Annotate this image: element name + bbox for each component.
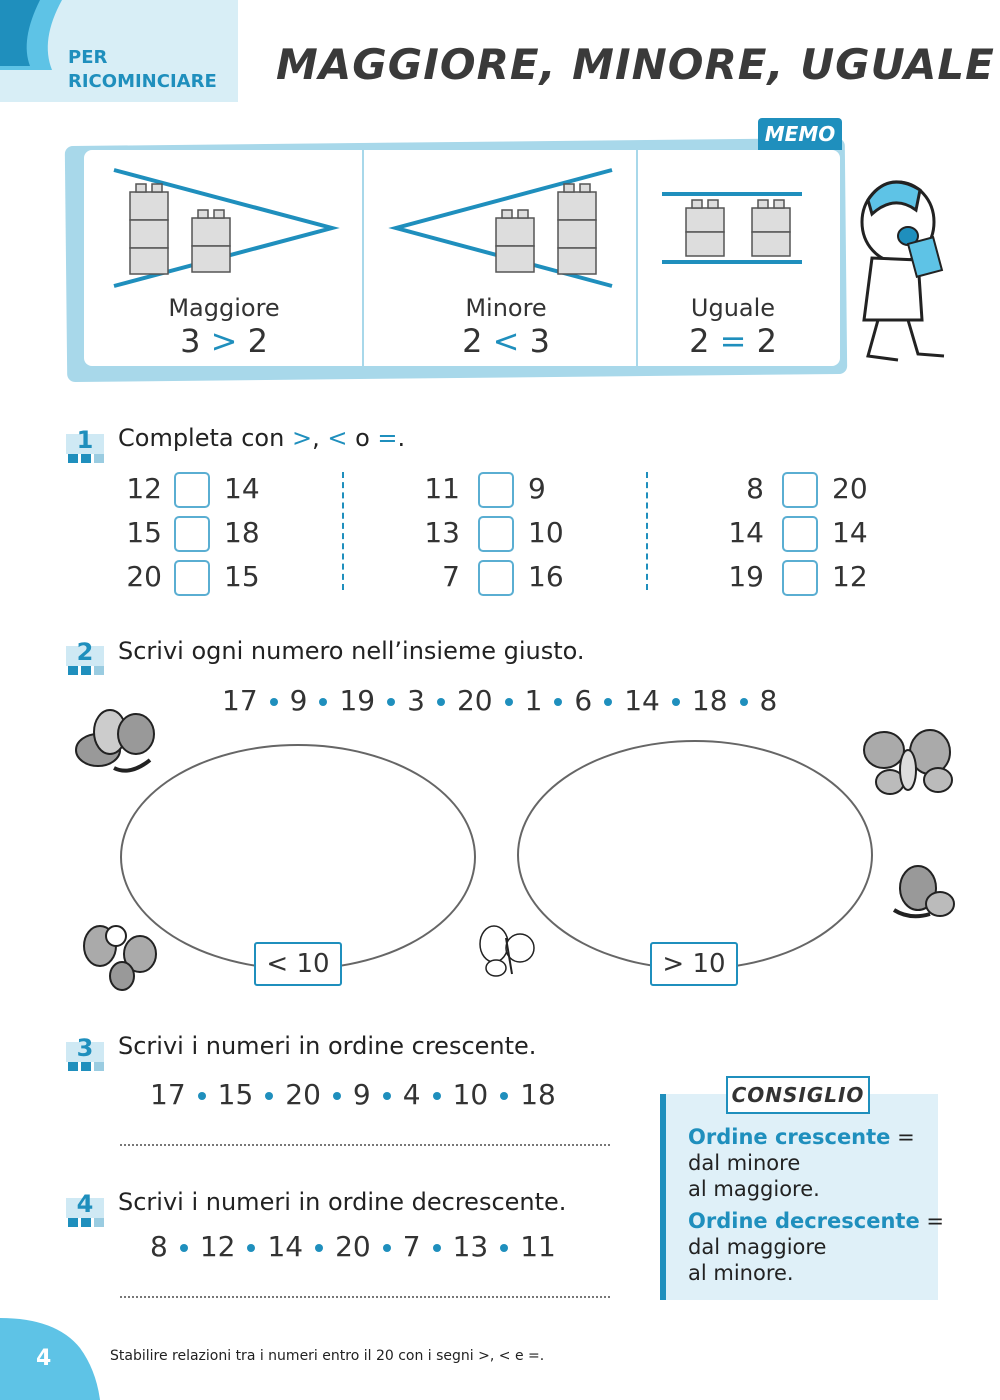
compare-left: 20: [126, 560, 162, 593]
compare-left: 8: [746, 472, 764, 505]
answer-box[interactable]: [782, 516, 818, 552]
sequence-number: 11: [520, 1230, 556, 1263]
page-title: MAGGIORE, MINORE, UGUALE: [276, 40, 995, 89]
separator-dot: [554, 698, 562, 706]
section-label: [68, 46, 217, 94]
sequence-number: 18: [520, 1078, 556, 1111]
separator-dot: [383, 1244, 391, 1252]
sequence-number: 18: [691, 684, 728, 717]
section-label-line1: PER: [68, 47, 108, 68]
compare-left: 7: [442, 560, 460, 593]
set-right-label: > 10: [650, 942, 738, 986]
compare-right: 16: [528, 560, 564, 593]
tip-badge: CONSIGLIO: [726, 1076, 870, 1114]
compare-left: 19: [728, 560, 764, 593]
sequence-number: 20: [335, 1230, 371, 1263]
separator-dot: [433, 1244, 441, 1252]
sequence-number: 17: [150, 1078, 186, 1111]
memo-box: [84, 150, 840, 366]
exercise-instruction: Scrivi ogni numero nell’insieme giusto.: [118, 637, 585, 665]
sequence-number: 7: [402, 1230, 421, 1263]
memo-label-equal: Uguale: [690, 294, 776, 322]
sequence-number: 20: [285, 1078, 321, 1111]
sequence-number: 14: [267, 1230, 304, 1263]
sequence-number: 8: [150, 1230, 168, 1263]
separator-dot: [672, 698, 680, 706]
number-sequence: [150, 1230, 556, 1263]
page-number: 4: [36, 1346, 52, 1371]
column-divider: [342, 472, 344, 590]
sequence-number: 13: [452, 1230, 489, 1263]
separator-dot: [319, 698, 327, 706]
separator-dot: [383, 1092, 391, 1100]
separator-dot: [198, 1092, 206, 1100]
section-label-line2: RICOMINCIARE: [68, 71, 217, 92]
answer-box[interactable]: [478, 516, 514, 552]
memo-expression-equal: 2 = 2: [689, 322, 777, 360]
sequence-number: 17: [222, 684, 258, 717]
compare-right: 10: [528, 516, 564, 549]
compare-right: 14: [832, 516, 868, 549]
number-sequence: [222, 684, 777, 717]
compare-right: 14: [224, 472, 260, 505]
tip-definition-descending: Ordine decrescente = dal maggiore al minore.: [688, 1209, 944, 1285]
exercise-number: 4: [64, 1194, 106, 1234]
greater-than-illustration: [104, 164, 344, 294]
set-left-label: < 10: [254, 942, 342, 986]
sequence-number: 15: [217, 1078, 254, 1111]
separator-dot: [500, 1244, 508, 1252]
separator-dot: [433, 1092, 441, 1100]
memo-expression-less: 2 < 3: [462, 322, 550, 360]
equal-illustration: [656, 164, 836, 294]
exercise-number: 1: [64, 430, 106, 470]
answer-box[interactable]: [478, 560, 514, 596]
sequence-number: 14: [624, 684, 660, 717]
mascot-illustration: [838, 170, 958, 380]
sequence-number: 4: [402, 1078, 421, 1111]
sequence-number: 10: [452, 1078, 489, 1111]
answer-line[interactable]: [120, 1144, 610, 1146]
compare-left: 11: [424, 472, 460, 505]
separator-dot: [505, 698, 513, 706]
sequence-number: 9: [352, 1078, 371, 1111]
exercise-instruction: Completa con >, < o =.: [118, 424, 406, 452]
separator-dot: [315, 1244, 323, 1252]
compare-left: 12: [126, 472, 162, 505]
memo-badge: MEMO: [758, 118, 842, 150]
compare-right: 18: [224, 516, 260, 549]
compare-left: 15: [126, 516, 162, 549]
tip-definition-ascending: Ordine crescente = dal minore al maggiore.: [688, 1125, 915, 1201]
answer-line[interactable]: [120, 1296, 610, 1298]
butterfly-illustration: [860, 722, 956, 802]
separator-dot: [387, 698, 395, 706]
sequence-number: 20: [456, 684, 493, 717]
separator-dot: [500, 1092, 508, 1100]
exercise-number: 2: [64, 642, 106, 682]
column-divider: [646, 472, 648, 590]
sequence-number: 19: [339, 684, 376, 717]
sequence-number: 3: [407, 684, 425, 717]
exercise-instruction: Scrivi i numeri in ordine crescente.: [118, 1032, 537, 1060]
answer-box[interactable]: [782, 560, 818, 596]
exercise-number: 3: [64, 1038, 106, 1078]
separator-dot: [333, 1092, 341, 1100]
memo-separator: [362, 150, 364, 366]
answer-box[interactable]: [478, 472, 514, 508]
set-left-oval[interactable]: [120, 744, 476, 970]
compare-right: 9: [528, 472, 546, 505]
separator-dot: [740, 698, 748, 706]
sequence-number: 8: [759, 684, 778, 717]
answer-box[interactable]: [174, 560, 210, 596]
footer-objective: Stabilire relazioni tra i numeri entro il 20 con i segni >, < e =.: [110, 1348, 545, 1364]
answer-box[interactable]: [174, 472, 210, 508]
butterfly-illustration: [78, 914, 162, 994]
compare-right: 15: [224, 560, 260, 593]
answer-box[interactable]: [782, 472, 818, 508]
sequence-number: 6: [574, 684, 593, 717]
separator-dot: [180, 1244, 188, 1252]
compare-right: 20: [832, 472, 868, 505]
compare-left: 13: [424, 516, 460, 549]
memo-label-less: Minore: [465, 294, 547, 322]
separator-dot: [247, 1244, 255, 1252]
separator-dot: [437, 698, 445, 706]
memo-expression-greater: 3 > 2: [180, 322, 268, 360]
answer-box[interactable]: [174, 516, 210, 552]
compare-left: 14: [728, 516, 764, 549]
butterfly-illustration: [70, 706, 162, 790]
butterfly-illustration: [884, 864, 958, 930]
memo-label-greater: Maggiore: [168, 294, 280, 322]
less-than-illustration: [384, 164, 624, 294]
set-right-oval[interactable]: [517, 740, 873, 970]
separator-dot: [270, 698, 278, 706]
sequence-number: 9: [289, 684, 308, 717]
number-sequence: [150, 1078, 556, 1111]
compare-right: 12: [832, 560, 868, 593]
butterfly-illustration: [474, 918, 540, 980]
separator-dot: [604, 698, 612, 706]
separator-dot: [265, 1092, 273, 1100]
sequence-number: 12: [199, 1230, 236, 1263]
sequence-number: 1: [524, 684, 543, 717]
exercise-instruction: Scrivi i numeri in ordine decrescente.: [118, 1188, 567, 1216]
